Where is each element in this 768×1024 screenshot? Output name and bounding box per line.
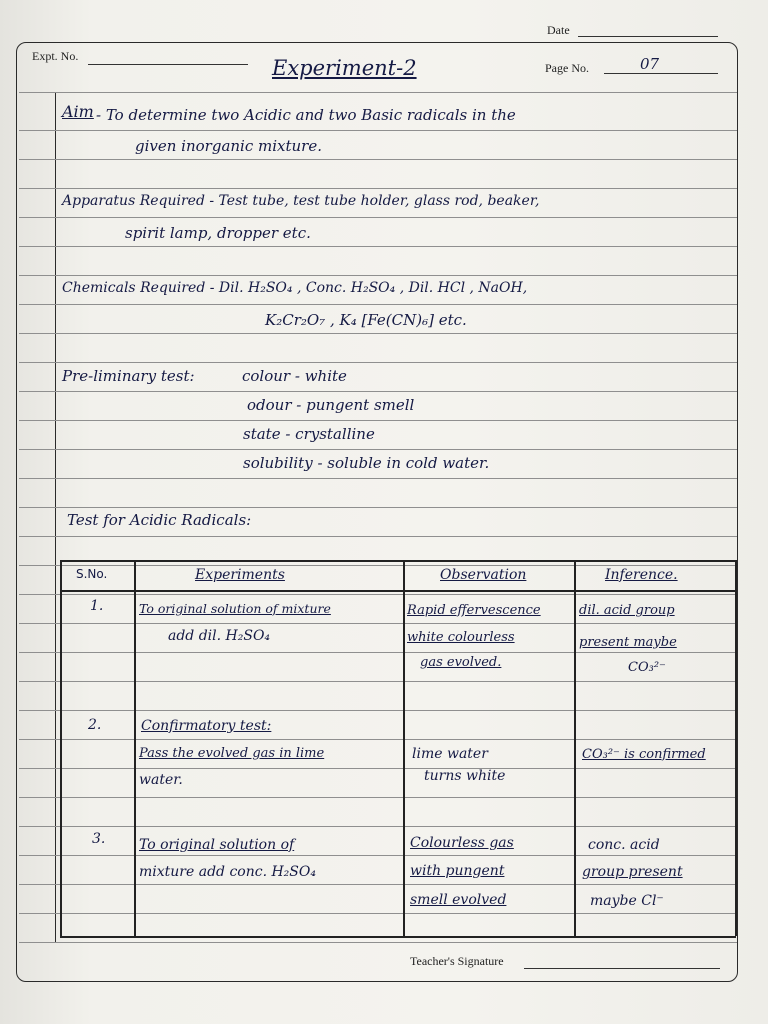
row1-exp-2: add dil. H₂SO₄ xyxy=(168,628,271,644)
row2-sno: 2. xyxy=(88,717,102,733)
acidic-radicals-heading: Test for Acidic Radicals: xyxy=(67,511,252,529)
prelim-solubility: solubility - soluble in cold water. xyxy=(243,454,490,472)
row1-obs-3: gas evolved. xyxy=(420,655,502,670)
header-inference: Inference. xyxy=(605,567,678,583)
date-label: Date xyxy=(547,23,570,37)
row2-exp-2: Pass the evolved gas in lime xyxy=(139,746,325,761)
row1-sno: 1. xyxy=(90,598,104,614)
page-title: Experiment-2 xyxy=(272,56,417,80)
row2-exp-1: Confirmatory test: xyxy=(141,718,272,734)
page-no-value: 07 xyxy=(640,55,660,73)
row3-obs-3: smell evolved xyxy=(410,892,507,908)
row1-exp-1: To original solution of mixture xyxy=(139,601,331,616)
chemicals-line-2: K₂Cr₂O₇ , K₄ [Fe(CN)₆] etc. xyxy=(265,311,467,329)
row3-obs-1: Colourless gas xyxy=(410,835,514,851)
row2-obs-1: lime water xyxy=(412,746,488,762)
row3-obs-2: with pungent xyxy=(410,863,505,879)
aim-line-2: given inorganic mixture. xyxy=(135,137,322,155)
row1-inf-1: dil. acid group xyxy=(579,603,675,618)
apparatus-line-2: spirit lamp, dropper etc. xyxy=(125,224,311,242)
row1-inf-3: CO₃²⁻ xyxy=(628,660,666,675)
apparatus-line-1: Apparatus Required - Test tube, test tube holder, glass rod, beaker, xyxy=(62,193,540,209)
date-line xyxy=(578,36,718,37)
row3-sno: 3. xyxy=(92,831,106,847)
row2-obs-2: turns white xyxy=(424,768,506,784)
row3-inf-1: conc. acid xyxy=(588,837,660,853)
page-no-label: Page No. xyxy=(545,61,589,75)
row1-inf-2: present maybe xyxy=(579,635,677,650)
expt-no-label: Expt. No. xyxy=(32,49,79,63)
row3-exp-1: To original solution of xyxy=(139,837,295,853)
row3-inf-2: group present xyxy=(582,864,683,880)
header-observation: Observation xyxy=(440,567,527,583)
row3-inf-3: maybe Cl⁻ xyxy=(590,893,664,909)
chemicals-line-1: Chemicals Required - Dil. H₂SO₄ , Conc. H₂SO₄ , Dil. HCl , NaOH, xyxy=(62,280,528,296)
prelim-odour: odour - pungent smell xyxy=(247,396,415,414)
row1-obs-1: Rapid effervescence xyxy=(407,603,541,618)
prelim-state: state - crystalline xyxy=(243,425,375,443)
row3-exp-2: mixture add conc. H₂SO₄ xyxy=(139,864,316,880)
teacher-signature-label: Teacher's Signature xyxy=(410,954,504,968)
aim-line-1: - To determine two Acidic and two Basic radicals in the xyxy=(96,106,516,124)
prelim-colour: colour - white xyxy=(242,367,347,385)
header-experiments: Experiments xyxy=(195,567,285,583)
row2-exp-3: water. xyxy=(139,772,183,788)
aim-label: Aim xyxy=(62,102,94,121)
header-sno: S.No. xyxy=(76,567,108,581)
prelim-label: Pre-liminary test: xyxy=(62,367,195,385)
row1-obs-2: white colourless xyxy=(407,630,515,645)
row2-inf-1: CO₃²⁻ is confirmed xyxy=(582,747,706,762)
signature-line xyxy=(524,968,720,969)
